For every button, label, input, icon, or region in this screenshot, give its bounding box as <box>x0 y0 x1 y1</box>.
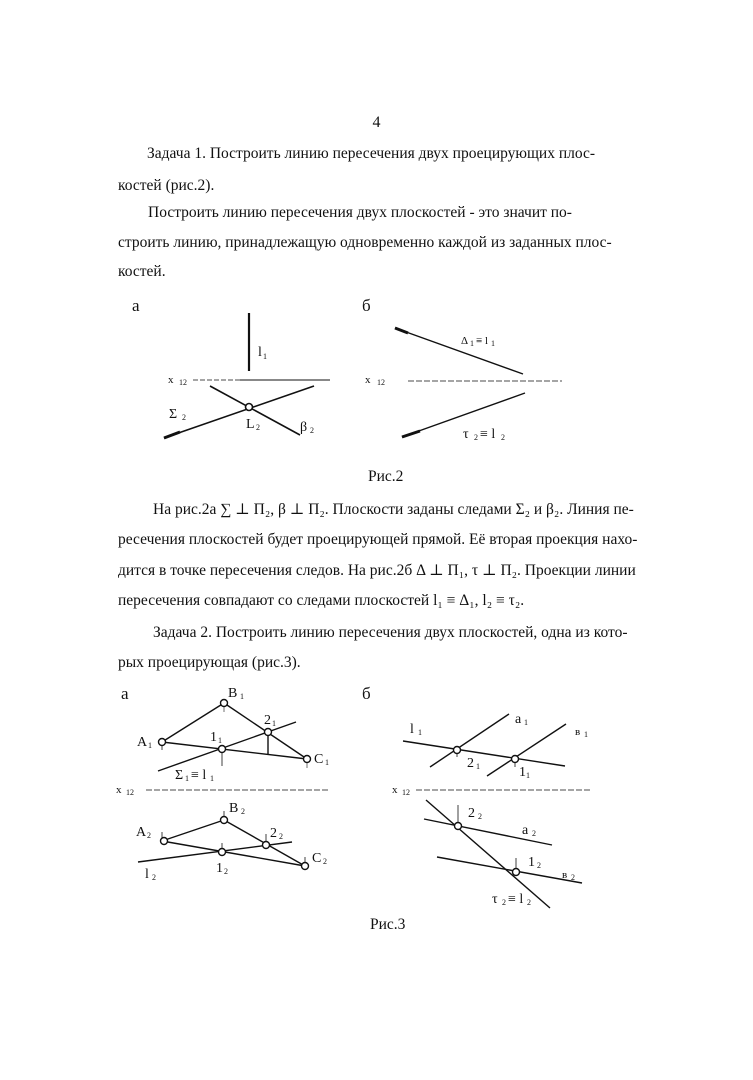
svg-text:2: 2 <box>264 713 271 728</box>
task2-line-1: Задача 2. Построить линию пересечения двух плоскостей, одна из кото- <box>153 624 628 641</box>
fig2-panel-a-label: а <box>132 296 140 315</box>
fig3b-line-l1 <box>403 741 565 766</box>
svg-text:1: 1 <box>240 692 244 701</box>
svg-text:l: l <box>410 722 414 737</box>
svg-text:2: 2 <box>147 831 151 840</box>
svg-text:2: 2 <box>182 413 186 422</box>
svg-text:≡ l: ≡ l <box>191 768 207 783</box>
svg-text:x: x <box>116 784 122 796</box>
svg-text:в: в <box>562 869 568 881</box>
svg-text:2: 2 <box>532 829 536 838</box>
fig2b-trace-delta1 <box>395 328 523 374</box>
fig3a-drawing <box>138 700 330 870</box>
svg-text:12: 12 <box>126 788 134 797</box>
task1-line-3: Построить линию пересечения двух плоскостей - это значит по- <box>148 204 572 221</box>
svg-text:1: 1 <box>325 758 329 767</box>
svg-text:1: 1 <box>210 730 217 745</box>
fig2b-label-x12: x <box>365 374 371 386</box>
svg-text:C: C <box>312 851 322 866</box>
svg-text:1: 1 <box>185 774 189 783</box>
fig2a-point-L2 <box>246 404 253 411</box>
svg-text:2: 2 <box>467 756 474 771</box>
fig3-panel-b-label: б <box>362 684 371 703</box>
svg-text:2: 2 <box>537 861 541 870</box>
svg-text:12: 12 <box>377 378 385 387</box>
svg-text:2: 2 <box>571 873 575 882</box>
explanation-line-2: ресечения плоскостей будет проецирующей прямой. Её вторая проекция нахо- <box>118 531 638 548</box>
svg-text:A: A <box>137 735 148 750</box>
page-number: 4 <box>372 114 381 131</box>
fig2-panel-b-label: б <box>362 296 371 315</box>
svg-text:2: 2 <box>224 867 228 876</box>
fig3-caption: Рис.3 <box>370 916 406 933</box>
svg-text:2: 2 <box>279 832 283 841</box>
explanation-line-4: пересечения совпадают со следами плоскостей l₁ ≡ Δ₁, l₂ ≡ τ₂. <box>118 592 525 609</box>
svg-text:1: 1 <box>528 855 535 870</box>
svg-text:2: 2 <box>502 898 506 907</box>
fig3a-point-2-1 <box>265 729 272 736</box>
svg-text:C: C <box>314 752 324 767</box>
fig3b-point-2-1 <box>454 747 461 754</box>
svg-text:1: 1 <box>210 774 214 783</box>
fig3a-point-A1 <box>159 739 166 746</box>
svg-text:1: 1 <box>491 339 495 348</box>
svg-text:1: 1 <box>272 719 276 728</box>
fig2a-trace-sigma2-end <box>164 432 180 438</box>
fig3-panel-a-label: а <box>121 684 129 703</box>
svg-text:в: в <box>575 726 581 738</box>
task1-line-1: Задача 1. Построить линию пересечения двух проецирующих плос- <box>147 145 596 162</box>
svg-text:2: 2 <box>468 806 475 821</box>
svg-text:1: 1 <box>476 762 480 771</box>
fig3a-point-A2 <box>161 838 168 845</box>
svg-text:2: 2 <box>527 898 531 907</box>
fig2b-label-delta1: Δ <box>461 335 469 347</box>
fig2a-label-beta2: β <box>300 420 308 435</box>
svg-text:1: 1 <box>584 730 588 739</box>
fig3a-point-C2 <box>302 863 309 870</box>
svg-text:1: 1 <box>218 736 222 745</box>
fig3a-point-C1 <box>304 756 311 763</box>
svg-text:2: 2 <box>270 826 277 841</box>
fig2a-label-x12: x <box>168 374 174 386</box>
fig3b-labels <box>392 712 588 907</box>
fig3b-line-b2 <box>437 857 582 883</box>
fig3a-point-2-2 <box>263 842 270 849</box>
svg-text:1: 1 <box>526 771 530 780</box>
svg-text:12: 12 <box>402 788 410 797</box>
explanation-line-1: На рис.2а ∑ ⊥ П₂, β ⊥ П₂. Плоскости заданы следами Σ₂ и β₂. Линия пе- <box>153 501 634 518</box>
svg-text:a: a <box>522 823 529 838</box>
svg-text:1: 1 <box>148 741 152 750</box>
task1-line-5: костей. <box>118 263 166 280</box>
fig2a-trace-beta2 <box>210 386 300 435</box>
fig2a-labels <box>168 345 314 435</box>
svg-text:≡ l: ≡ l <box>480 427 496 442</box>
svg-text:2: 2 <box>256 423 260 432</box>
fig2b-label-tau2: τ <box>463 427 469 442</box>
svg-text:a: a <box>515 712 522 727</box>
fig3a-point-B2 <box>221 817 228 824</box>
svg-text:B: B <box>228 686 238 701</box>
svg-text:1: 1 <box>216 861 223 876</box>
svg-text:l: l <box>145 867 149 882</box>
svg-text:τ: τ <box>492 892 498 907</box>
svg-text:2: 2 <box>478 812 482 821</box>
fig2b-trace-tau2-end <box>402 431 420 437</box>
svg-text:1: 1 <box>524 718 528 727</box>
svg-text:2: 2 <box>474 433 478 442</box>
fig3b-line-b1 <box>487 724 566 776</box>
fig3b-point-1-1 <box>512 756 519 763</box>
fig2a-label-L2: L <box>246 417 255 432</box>
svg-text:≡ l: ≡ l <box>508 892 524 907</box>
svg-text:x: x <box>392 784 398 796</box>
fig2a-label-l1: l <box>258 345 262 360</box>
svg-text:2: 2 <box>241 807 245 816</box>
fig2b-trace-delta1-end <box>395 328 408 333</box>
fig3a-trace-sigma1 <box>158 722 296 771</box>
svg-text:2: 2 <box>501 433 505 442</box>
fig3b-point-2-2 <box>455 823 462 830</box>
svg-text:Σ: Σ <box>175 768 184 783</box>
svg-text:1: 1 <box>519 765 526 780</box>
fig3a-point-1-1 <box>219 746 226 753</box>
svg-text:1: 1 <box>263 352 267 361</box>
task2-line-2: рых проецирующая (рис.3). <box>118 654 301 671</box>
fig2a-label-sigma2: Σ <box>169 407 178 422</box>
task1-line-4: строить линию, принадлежащую одновременно каждой из заданных плос- <box>118 234 612 251</box>
svg-text:2: 2 <box>152 873 156 882</box>
fig3a-point-1-2 <box>219 849 226 856</box>
fig2b-labels <box>365 335 505 442</box>
svg-text:A: A <box>136 825 147 840</box>
svg-text:2: 2 <box>310 426 314 435</box>
svg-text:1: 1 <box>470 339 474 348</box>
fig3b-trace-tau2 <box>426 800 550 908</box>
svg-text:≡ l: ≡ l <box>476 335 489 347</box>
explanation-line-3: дится в точке пересечения следов. На рис.2б Δ ⊥ П₁, τ ⊥ П₂. Проекции линии <box>118 562 636 579</box>
fig2-caption: Рис.2 <box>368 468 404 485</box>
svg-text:2: 2 <box>323 857 327 866</box>
svg-text:1: 1 <box>418 728 422 737</box>
task1-line-2: костей (рис.2). <box>118 177 215 194</box>
svg-text:12: 12 <box>179 378 187 387</box>
fig3a-point-B1 <box>221 700 228 707</box>
fig3b-point-1-2 <box>513 869 520 876</box>
svg-text:B: B <box>229 801 239 816</box>
